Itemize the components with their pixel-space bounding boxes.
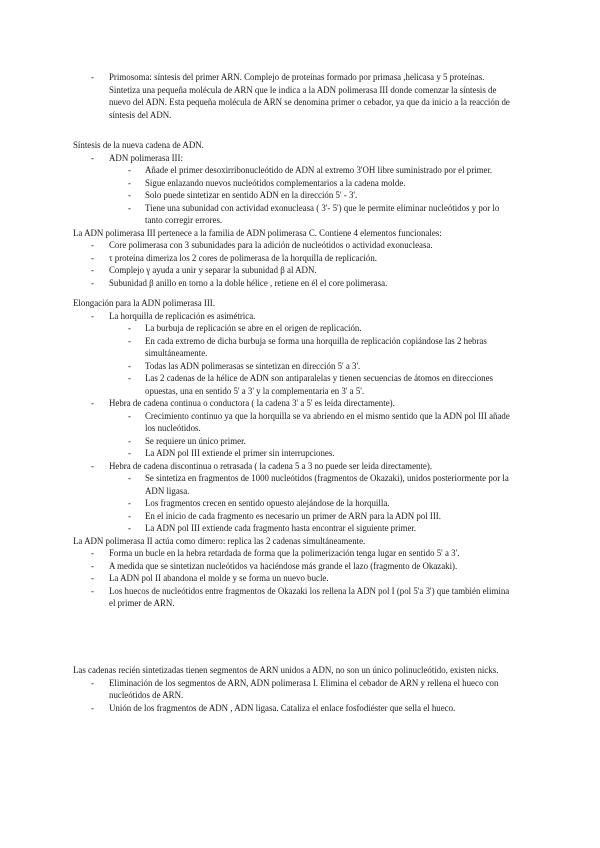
list-item: - La horquilla de replicación es asimétrica. [91,310,256,321]
bullet-dash: - [128,435,131,446]
bullet-dash: - [128,523,131,533]
bullet-dash: - [128,335,131,346]
list-item: - Complejo γ ayuda a unir y separar la subunidad β al ADN. [91,265,317,275]
list-item: - La ADN pol III extiende cada fragmento hasta encontrar el siguiente primer. [128,523,417,533]
list-item: - La ADN pol III extiende el primer sin interrupciones. [128,448,335,458]
bullet-dash: - [128,373,131,383]
list-item: - Primosoma: síntesis del primer ARN. Complejo de proteínas formado por primasa ,helicasa y 5 proteínas. Sintetiza una pequeña molécula de ARN que le indica a la ADN polimerasa III donde comenzar la síntesis de nuevo del ADN. Esta pequeña molécula de ARN se denomina primer o cebador, ya que da inicio a la reacción de síntesis del ADN. [91,72,510,120]
sintesis-section [0,139,600,289]
list-item: - τ proteína dimeriza los 2 cores de polimerasa de la horquilla de replicación. [91,252,377,263]
bullet-dash: - [91,152,94,163]
bullet-dash: - [91,460,94,471]
elongacion-section [0,297,600,610]
bullet-dash: - [128,360,131,371]
bullet-dash: - [128,410,131,421]
bullet-dash: - [128,498,131,508]
section-heading: Elongación para la ADN polimerasa III. [73,298,215,308]
bullet-dash: - [128,165,131,175]
bullet-dash: - [91,560,94,571]
list-item: - En el inicio de cada fragmento es necesario un primer de ARN para la ADN pol III. [128,510,441,521]
bullet-dash: - [128,323,131,333]
bullet-dash: - [128,190,131,200]
bullet-dash: - [91,240,94,250]
primosoma-section [0,71,600,121]
list-item: - Eliminación de los segmentos de ARN, ADN polimerasa I. Elimina el cebador de ARN y rellena el hueco con nucleótidos de ARN. [91,677,499,700]
list-item: - Las 2 cadenas de la hélice de ADN son antiparalelas y tienen secuencias de átomos en direcciones opuestas, una en sentido 5' a 3' y la complementaria en 3' a 5'. [128,373,493,396]
bullet-dash: - [91,585,94,596]
list-item: - Los huecos de nucleótidos entre fragmentos de Okazaki los rellena la ADN pol I (pol 5'a 3') que también elimina el primer de ARN. [91,585,510,608]
bullet-dash: - [91,277,94,288]
bullet-dash: - [128,177,131,188]
bullet-dash: - [91,677,94,688]
list-item: - ADN polimerasa III: [91,152,183,163]
bullet-dash: - [128,202,131,213]
list-item: - Hebra de cadena continua o conductora ( la cadena 3' a 5' es leída directamente). [91,398,395,408]
list-item: - La ADN pol II abandona el molde y se forma un nuevo bucle. [91,573,329,583]
section-heading: Síntesis de la nueva cadena de ADN. [73,140,204,150]
bullet-dash: - [91,310,94,321]
bullet-dash: - [128,510,131,521]
list-item: - Añade el primer desoxirribonucleótido de ADN al extremo 3'OH libre suministrado por el primer. [128,165,493,175]
bullet-dash: - [91,252,94,263]
paragraph: La ADN polimerasa II actúa como dímero: replica las 2 cadenas simultáneamente. [73,535,366,546]
paragraph: La ADN polimerasa III pertenece a la familia de ADN polimerasa C. Contiene 4 elementos funcionales: [73,227,442,238]
bullet-dash: - [91,398,94,408]
list-item: - La burbuja de replicación se abre en el origen de replicación. [128,323,362,333]
list-item: - Se sintetiza en fragmentos de 1000 nucleótidos (fragmentos de Okazaki), unidos posteriormente por la ADN ligasa. [128,473,509,496]
final-section [0,664,600,714]
bullet-dash: - [91,72,94,82]
list-item: - Todas las ADN polimerasas se sintetizan en dirección 5' a 3'. [128,360,361,371]
paragraph: Las cadenas recién sintetizadas tienen segmentos de ARN unidos a ADN, no son un único polinucleótido, existen nicks. [73,665,499,675]
list-item: - Solo puede sintetizar en sentido ADN en la dirección 5' - 3'. [128,190,358,200]
list-item: - Forma un bucle en la hebra retardada de forma que la polimerización tenga lugar en sentido 5' a 3'. [91,548,460,558]
list-item: - Core polimerasa con 3 subunidades para la adición de nucleótidos o actividad exonucleasa. [91,240,433,250]
list-item: - Sigue enlazando nuevos nucleótidos complementarios a la cadena molde. [128,177,406,188]
list-item: - Unión de los fragmentos de ADN , ADN ligasa. Cataliza el enlace fosfodiéster que sella el hueco. [91,702,456,713]
list-item: - Los fragmentos crecen en sentido opuesto alejándose de la horquilla. [128,498,390,508]
list-item: - A medida que se sintetizan nucleótidos va haciéndose más grande el lazo (fragmento de Okazaki). [91,560,458,571]
bullet-dash: - [91,265,94,275]
list-item: - Subunidad β anillo en torno a la doble hélice , retiene en él el core polimerasa. [91,277,388,288]
list-item: - Tiene una subunidad con actividad exonucleasa ( 3'- 5') que le permite eliminar nucleótidos y por lo tanto corregir errores. [128,202,500,225]
list-item: - Se requiere un único primer. [128,435,246,446]
list-item: - Hebra de cadena discontinua o retrasada ( la cadena 5 a 3 no puede ser leída directamente). [91,460,433,471]
bullet-dash: - [128,473,131,483]
bullet-dash: - [91,573,94,583]
list-item: - En cada extremo de dicha burbuja se forma una horquilla de replicación copiándose las 2 hebras simultáneamente. [128,335,487,358]
bullet-dash: - [128,448,131,458]
bullet-dash: - [91,702,94,713]
bullet-dash: - [91,548,94,558]
list-item: - Crecimiento continuo ya que la horquilla se va abriendo en el mismo sentido que la ADN pol III añade los nucleótidos. [128,410,510,433]
